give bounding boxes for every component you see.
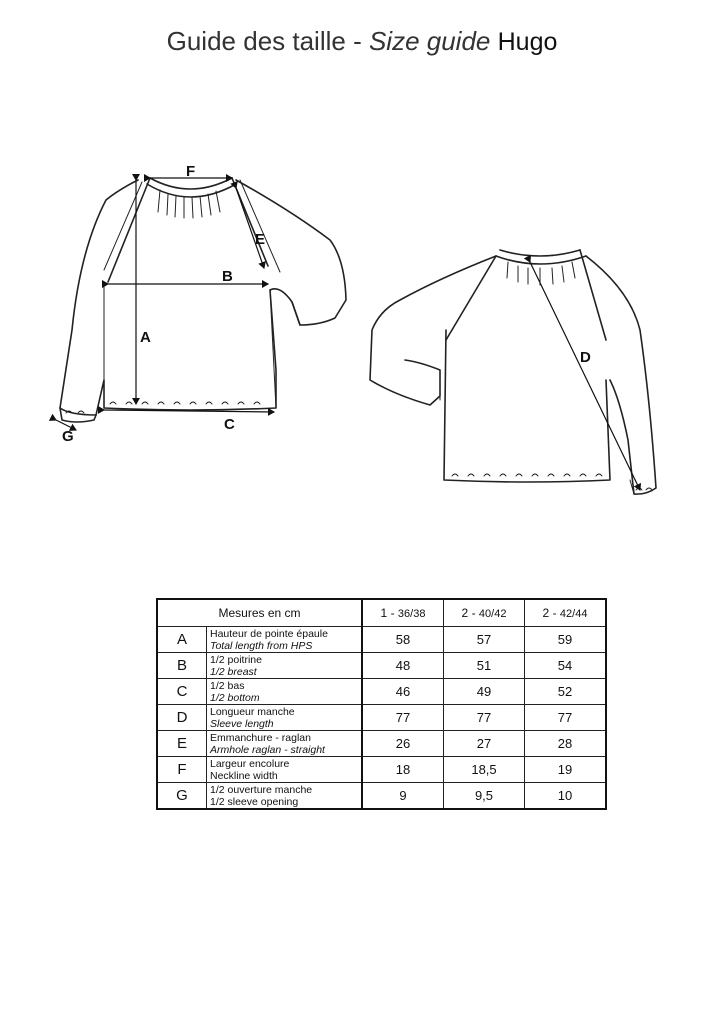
row-value: 27 [444,731,525,757]
row-letter: B [157,653,207,679]
row-value: 77 [362,705,444,731]
row-description: Emmanchure - raglan Armhole raglan - straight [207,731,363,757]
arrow-D [530,262,640,490]
row-letter: A [157,627,207,653]
table-row [157,731,606,757]
row-value: 51 [444,653,525,679]
row-value: 58 [362,627,444,653]
row-value: 26 [362,731,444,757]
row-value: 57 [444,627,525,653]
row-letter: E [157,731,207,757]
row-value: 52 [525,679,607,705]
row-description: 1/2 ouverture manche 1/2 sleeve opening [207,783,363,810]
row-letter: G [157,783,207,810]
row-description: Hauteur de pointe épaule Total length from HPS [207,627,363,653]
label-F: F [186,163,196,180]
row-value: 48 [362,653,444,679]
title-model-name: Hugo [497,28,558,56]
row-value: 18,5 [444,757,525,783]
row-value: 49 [444,679,525,705]
row-letter: C [157,679,207,705]
label-E: E [255,231,266,248]
table-row [157,653,606,679]
arrow-E [236,188,264,268]
back-sweater-sketch [370,250,656,494]
row-letter: D [157,705,207,731]
row-description: Longueur manche Sleeve length [207,705,363,731]
label-B: B [222,268,233,285]
table-header-label: Mesures en cm [157,599,362,627]
row-description: Largeur encolure Neckline width [207,757,363,783]
row-letter: F [157,757,207,783]
row-value: 9 [362,783,444,810]
size-header-3: 2 - 42/44 [525,599,607,627]
row-description: 1/2 poitrine 1/2 breast [207,653,363,679]
row-value: 77 [444,705,525,731]
table-row [157,705,606,731]
row-value: 10 [525,783,607,810]
front-sweater-sketch [60,178,346,422]
label-D: D [580,349,591,366]
row-value: 59 [525,627,607,653]
table-row [157,783,606,810]
row-value: 28 [525,731,607,757]
title-italic: Size guide [368,26,491,56]
title-main: Guide des taille - [166,26,369,56]
row-value: 46 [362,679,444,705]
row-value: 9,5 [444,783,525,810]
label-G: G [62,428,74,445]
size-table [156,598,607,810]
label-A: A [140,329,151,346]
table-row [157,757,606,783]
row-value: 54 [525,653,607,679]
table-row [157,679,606,705]
row-value: 18 [362,757,444,783]
size-header-2: 2 - 40/42 [444,599,525,627]
row-value: 19 [525,757,607,783]
row-description: 1/2 bas 1/2 bottom [207,679,363,705]
table-row [157,627,606,653]
row-value: 77 [525,705,607,731]
label-C: C [224,416,235,433]
size-header-1: 1 - 36/38 [362,599,444,627]
